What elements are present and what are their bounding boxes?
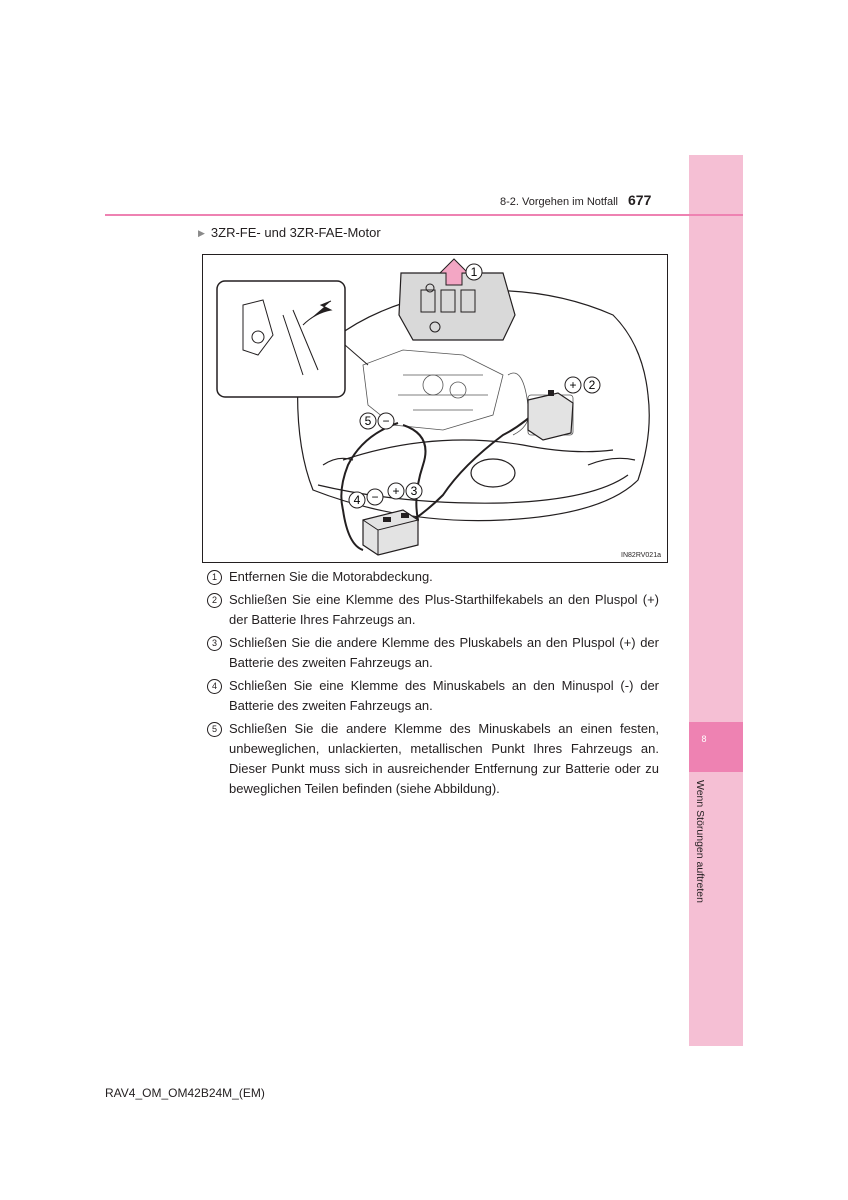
step-number: 2 [207, 593, 222, 608]
svg-text:5: 5 [364, 414, 372, 428]
chapter-title: Wenn Störungen auftreten [694, 780, 706, 903]
section-title: 8-2. Vorgehen im Notfall [499, 196, 618, 208]
step-number: 5 [207, 722, 222, 737]
svg-text:3: 3 [410, 484, 418, 498]
chapter-number-box [689, 722, 743, 772]
footer-doc-code: RAV4_OM_OM42B24M_(EM) [105, 1086, 265, 1100]
list-item [207, 676, 659, 716]
chapter-title-vertical [694, 780, 714, 980]
svg-text:1: 1 [470, 265, 478, 279]
svg-text:2: 2 [588, 378, 596, 392]
step-number: 1 [207, 570, 222, 585]
svg-text:4: 4 [353, 493, 361, 507]
step-text: Schließen Sie die andere Klemme des Minuskabels an einen festen, unbeweglichen, unlackierten, metallischen Punkt Ihres Fahrzeugs an. Dieser Punkt muss sich in ausreichender Entfernung zur Batterie oder zu beweglichen Teilen befinden (siehe Abbildung). [229, 721, 659, 796]
step-text: Schließen Sie eine Klemme des Minuskabels an den Minuspol (-) der Batterie des zweiten Fahrzeugs an. [229, 678, 659, 713]
callout-1 [466, 264, 482, 280]
step-text: Schließen Sie eine Klemme des Plus-Starthilfekabels an den Pluspol (+) der Batterie Ihres Fahrzeugs an. [229, 592, 659, 627]
list-item [207, 633, 659, 673]
list-item [207, 719, 659, 799]
svg-text:+: + [569, 378, 577, 392]
page-number: 677 [628, 192, 652, 208]
step-number: 3 [207, 636, 222, 651]
svg-text:+: + [392, 484, 400, 498]
step-number: 4 [207, 679, 222, 694]
triangle-bullet-icon: ▶ [198, 228, 205, 238]
callout-5-minus [360, 413, 394, 429]
header-rule [105, 214, 743, 216]
inset-detail [217, 281, 368, 397]
svg-text:−: − [371, 490, 379, 504]
svg-text:−: − [382, 414, 390, 428]
callout-plus-2 [565, 377, 600, 393]
list-item [207, 590, 659, 630]
donor-battery [363, 510, 418, 555]
vehicle-battery [528, 390, 573, 440]
step-text: Schließen Sie die andere Klemme des Pluskabels an den Pluspol (+) der Batterie des zweiten Fahrzeugs an. [229, 635, 659, 670]
subheading [198, 225, 381, 240]
engine-bay-drawing [203, 255, 667, 562]
callout-4-minus-plus-3 [349, 483, 422, 508]
step-text: Entfernen Sie die Motorabdeckung. [229, 569, 433, 584]
figure-id: IN82RV021a [621, 552, 661, 559]
list-item [207, 567, 659, 587]
engine-jumpstart-illustration [202, 254, 668, 563]
chapter-number: 8 [701, 734, 707, 744]
step-list [207, 567, 659, 802]
subheading-text: 3ZR-FE- und 3ZR-FAE-Motor [210, 225, 381, 240]
